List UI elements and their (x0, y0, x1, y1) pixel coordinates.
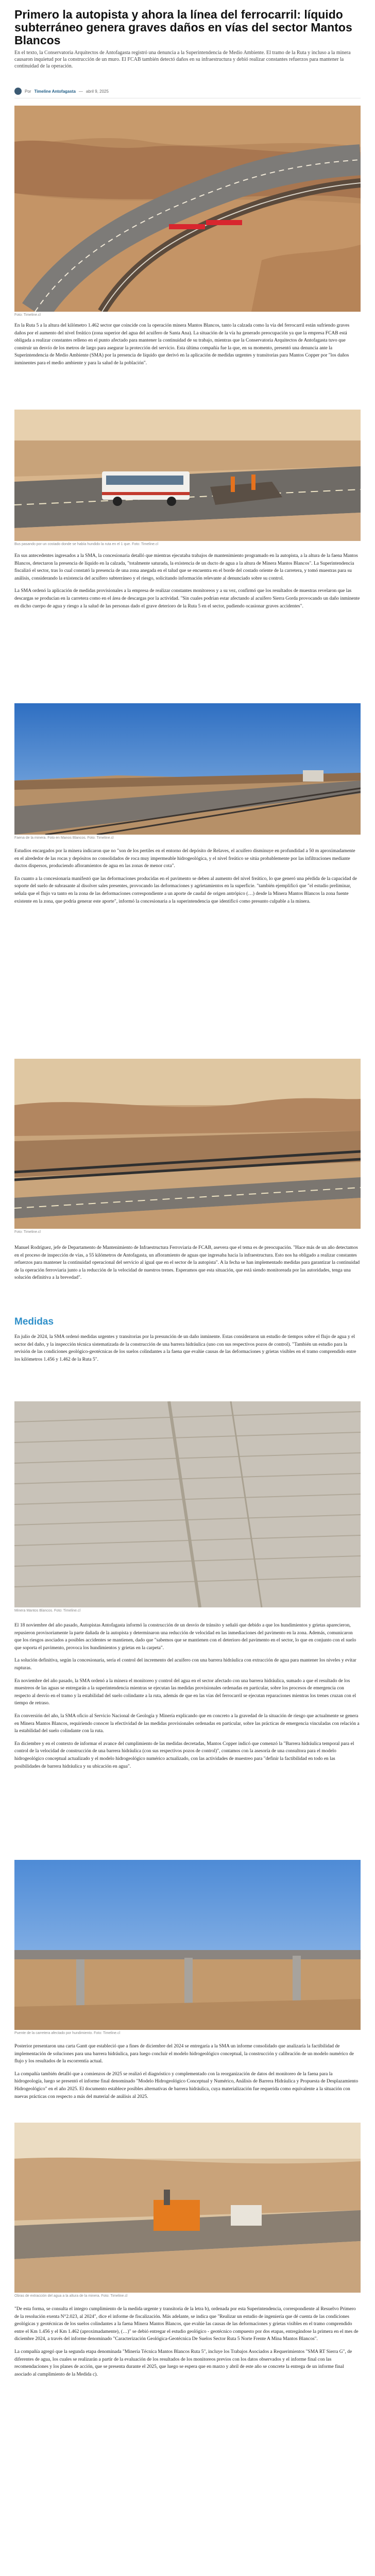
caption-6: Puente de la carretera afectado por hundimiento. Foto: Timeline.cl (14, 2031, 121, 2035)
caption-1: Foto: Timeline.cl (14, 313, 41, 317)
paragraph-6: Manuel Rodríguez, jefe de Departamento de Mantenimiento de Infraestructura Ferroviaria de FCAB, asevera que el tema es de preocupación. "Hace más de un año detectamos en el proceso de inspección de vías, a 55 kilómetros de Antofagasta, un afloramiento de aguas que ingresaba hacia la infraestructura. Esto nos ha obligado a realizar constantes refuerzos para mantener la continuidad operacional del servicio al igual que en el sector de la autopista". A la fecha se han implementado medidas para garantizar la continuidad de la operación ferroviaria junto a la reducción de la velocidad de nuestros trenes. Esperamos que esta situación, que está siendo monitoreada por las autoridades, tenga una solución definitiva a la brevedad". (14, 1245, 360, 1281)
author-link[interactable]: Timeline Antofagasta (34, 89, 76, 94)
photo-water-extraction (14, 2123, 361, 2293)
section-heading-medidas: Medidas (14, 1316, 54, 1327)
paragraph-1: En la Ruta 5 a la altura del kilómetro 1.462 sector que coincide con la operación minera Mantos Blancos, tanto la calzada como la vía del ferrocarril están sufriendo graves daños por el aumento del nivel freático (zona superior del agua del acuífero de Santa Ana). La situación de la vía ha generado preocupación ya que la empresa FCAB está obligada a realizar constantes relleno en el punto afectado para mantener la continuidad de su trabajo, mientras que la Conservatoria Arquitectos de Antofagasta tuvo que construir un desvío de los metros de largo para asegurar la protección del servicio. Esta última compañía fue la que, en su momento, presentó una denuncia ante la Superintendencia de Medio Ambiente (SMA) por la presencia de líquido que derivó en la aplicación de medidas urgentes y transitorias para Mantos Copper por "los daños inminentes para el medio ambiente y para la salud de la población". (14, 323, 350, 366)
paragraph-10: En noviembre del año pasado, la SMA ordenó a la minera el monitoreo y control del agua en el sector afectado con una barrera hidráulica, sumado a que el resultado de los muestreos de las aguas se entregarán a la superintendencia mientras se ejecutan las medidas provisionales ordenadas en particular, sobre los procesos de emergencia con respecto al desvío en el tramo y la estabilidad del suelo colindante a la ruta, además de que en las vías del ferrocarril se ejecutan reparaciones mientras los trenes cruzan con el tiempo de retraso. (14, 1678, 356, 1706)
paragraph-5: En cuanto a la concesionaria manifestó que las deformaciones producidas en el pavimento se deben al aumento del nivel freático, lo que generó una pérdida de la capacidad de soporte del suelo de subrasante al disolver sales presentes, provocando las deformaciones y agrietamientos en la superficie. "también ejemplificó que "el estudio preliminar, señala que el flujo va tanto en la zona de las deformaciones correspondiente a un aporte de caudal de origen antrópico (…) desde la Minera Mantos Blancos la zona fuente existente en la zona, que podría generar este aporte", informó la concesionaria a la superintendencia que identificó como presunto culpable a la minera. (14, 876, 357, 904)
author-avatar (14, 88, 22, 95)
photo-rail-road-desert (14, 1059, 361, 1229)
photo-rail-line-sky (14, 703, 361, 835)
paragraph-7: En julio de 2024, la SMA ordenó medidas urgentes y transitorias por la presunción de un daño inminente. Estas consideraron un estudio de tiempos sobre el flujo de agua y el sector del daño, y la inspección técnica sistematizada de la construcción de una barrera hidráulica (uno con sus respectivos pozos de control). "También un estudio para la revisión de las condiciones geológico-geotécnicas de los suelos colindantes a la faena que evalúe causas de las deformaciones y grietas visibles en el tramo comprendido entre los kilómetros 1.456 y 1.462 de la Ruta 5". (14, 1334, 356, 1362)
paragraph-11: En conversión del año, la SMA oficio al Servicio Nacional de Geología y Minería explicando que en concreto a la gravedad de la situación de riesgo que actualmente se genera en Minera Mantos Blancos, requiriendo conocer la efectividad de las medidas provisionales ordenadas en particular, sobre las prácticas de emergencia vinculadas con relación a la estabilidad del suelo colindante con la ruta. (14, 1713, 360, 1734)
body-block-5 (14, 1333, 361, 1400)
caption-7: Obras de extracción del agua a la altura de la minera. Foto: Timeline.cl (14, 2294, 128, 2298)
photo-bridge (14, 1860, 361, 2030)
paragraph-13: Posterior presentaron una carta Gantt que estableció que a fines de diciembre del 2024 se entregaría a la SMA un informe consolidado que analizaría la factibilidad de implementación de soluciones para una barrera hidráulica, para luego concluir el modelo hidrogeológico conceptual, la construcción y calibración de un modelo numérico de flujo y los resultados de la escorrentía actual. (14, 2044, 354, 2064)
photo-road-rail-curve (14, 106, 361, 312)
caption-5: Minera Mantos Blancos. Foto: Timeline.cl (14, 1609, 80, 1613)
caption-2: Bus pasando por un costado donde se había hundido la ruta en el 1 que. Foto: Timeline.cl (14, 543, 159, 546)
paragraph-8: El 18 noviembre del año pasado, Autopistas Antofagasta informó la construcción de un desvío de tránsito y señaló que debido a que los hundimientos y grietas aparecieron, repusieron provisoriamente la parte dañada de la autopista y determinaron una reducción de velocidad en las inmediaciones del pavimento en la zona. Además, comunicaron que los riesgos asociados a posibles accidentes se mantienen, dado que "sabemos que se mantienen con el deterioro del pavimento en el sector, lo que en conjunto con el suelo que soporta el pavimento, provoca los hundimientos y grietas en la carpeta". (14, 1623, 356, 1651)
paragraph-16: La compañía agregó que la segunda etapa denominada "Minería Técnica Mantos Blancos Ruta 5", incluye los Trabajos Asociados a Requerimientos "SMA RT Sierra G", de diferentes de agua, los cuales se realizarán a partir de la evaluación de los resultados de los monitoreos previos con los datos observados y el informe final con las recomendaciones y los planes de acción, que se presenta durante el 2025, que luego se espera que en marzo y abril de este año se concrete la entrega de un informe final asociado al cumplimiento de la Medida c). (14, 2349, 352, 2377)
by-word: Por (25, 89, 31, 94)
paragraph-9: La solución definitiva, según la concesionaria, sería el control del incremento del acuífero con una barrera hidráulica con extracción de agua para mantener los niveles y evitar rupturas. (14, 1658, 356, 1671)
publish-date: abril 9, 2025 (86, 89, 109, 94)
body-block-3 (14, 848, 361, 1056)
article-title: Primero la autopista y ahora la línea del ferrocarril: líquido subterráneo genera graves daños en vías del sector Mantos Blancos (14, 8, 352, 47)
byline (14, 88, 361, 95)
byline-separator: — (78, 89, 83, 94)
paragraph-3: La SMA ordenó la aplicación de medidas provisionales a la empresa de realizar constantes monitoreos y a su vez, confirmó que los resultados de muestras revelaron que las descargas se producían en la carretera como en el área de descargas por la actividad. "Sin cuales podrían estar afectando al acuífero Sierra Gorda provocando un daño inminente en dicho cuerpo de agua y riesgo a la salud de las personas dado el grave deterioro de la Ruta 5 en el sector, pudiendo ocasionar graves accidentes". (14, 588, 360, 609)
body-block-7 (14, 2043, 361, 2120)
paragraph-2: En sus antecedentes ingresados a la SMA, la concesionaria detalló que mientras ejecutaba trabajos de mantenimiento programado en la autopista, a la altura de la faena Mantos Blancos, detectaron la presencia de líquido en la calzada, "totalmente saturada, la existencia de un ducto de agua a la altura de Minera Mantos Blancos". La Superintendencia fiscalizó el sector, tras lo cual constató la presencia de una zona anegada en el talud que se encuentra en el borde del costado oriente de la carretera, y tomó muestras para su análisis, considerando la existencia del acuífero subterráneo y el riesgo, solicitando información relevante al denunciado sobre su control. (14, 553, 358, 581)
paragraph-15: "De esta forma, se consulta el integro cumplimiento de la medida urgente y transitoria de la letra b), ordenada por esta Superintendencia, correspondiente al Resuelvo Primero de la resolución exenta N°2.023, al 2024", dice el informe de fiscalización. Más adelante, se indica que "Realizar un estudio de ingeniería que dé cuenta de las condiciones geológicas y geotécnicas de los suelos colindantes a la faena Minera Mantos Blancos, que evalúe las causas de las deformaciones y grietas visibles en el tramo comprendido entre el Km 1.456 y el Km 1.462 (aproximadamente), (…)" se debió entregar el estudio geológico - geotécnico compuesto por dos etapas, entregándose la primera en el mes de diciembre 2024, a través del informe denominado "Caracterización Geológica-Geotécnica De Suelos Sector Ruta 5 Norte Frente A Mina Mantos Blancos". (14, 2307, 359, 2342)
body-block-2 (14, 552, 361, 702)
photo-bus-sunken-road (14, 410, 361, 541)
photo-mine-slopes (14, 1401, 361, 1607)
paragraph-4: Estudios encargados por la minera indicaron que no "son de los pertiles en el entorno del depósito de Relaves, el acuífero disminuye en profundidad a 50 m aproximadamente en el alrededor de las rocas y depósitos no consolidados de roca muy impermeable hidrogeológica, y el nivel freático se sitúa probablemente por las infiltraciones mediante ductos dispersos, produciendo afloramientos de agua en las zonas de menor cota". (14, 849, 355, 869)
paragraph-14: La compañía también detalló que a comienzos de 2025 se realizó el diagnóstico y complementado con la reorganización de datos del monitoreo de la faena para la hidrogeología, luego se presentó el informe final denominado "Modelo Hidrogeológico Conceptual y Numérico, Análisis de Barrera Hidráulica y Propuesta de Desplazamiento Hidrogeológico" en el año 2025. El documento establece posibles alternativas de barrera hidráulica, cuya materialización fue requerida como equivalente a la situación con nuevas prácticas con respecto a más del material de análisis al 2025. (14, 2071, 359, 2099)
body-block-8 (14, 2306, 361, 2501)
body-block-6 (14, 1622, 361, 1851)
caption-4: Foto: Timeline.cl (14, 1230, 41, 1234)
article-lead: En el texto, la Conservatoria Arquitectos de Antofagasta registró una denuncia a la Superintendencia de Medio Ambiente. El tramo de la Ruta y incluso a la minera causaron inquietud por la construcción de un muro. El FCAB también detectó daños en su infraestructura y debió realizar constantes refuerzos para mantener la continuidad de la operación. (14, 50, 351, 69)
paragraph-12: En diciembre y en el contexto de informar el avance del cumplimiento de las medidas decretadas, Mantos Copper indicó que comenzó la "Barrera hidráulica temporal para el control de la velocidad de construcción de una barrera hidráulica (con sus respectivos pozos de control)", contamos con la asesoría de una consultora para el modelo hidrogeológico conceptual actualizado y el modelo hidrogeológico numérico actualizado, con las actividades de muestreo para "definir la factibilidad en todo en las posibilidades de barrera hidráulica y su ubicación en agua". (14, 1741, 354, 1769)
body-block-4 (14, 1244, 361, 1316)
caption-3: Faena de la minera. Foto en Manos Blancos. Foto: Timeline.cl (14, 836, 114, 840)
